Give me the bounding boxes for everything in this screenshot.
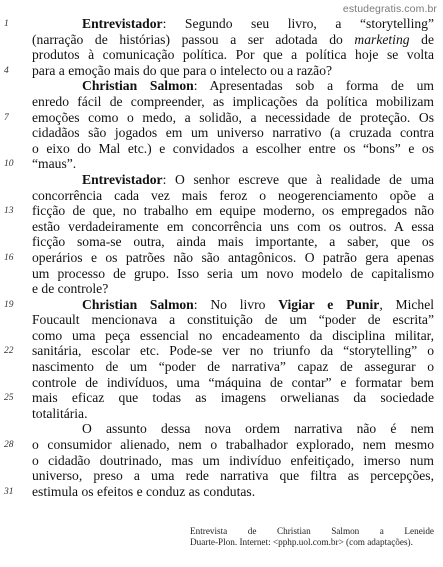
line-number: 28: [4, 440, 14, 451]
text-line: [32, 421, 434, 437]
text-line: [32, 328, 434, 344]
text-line: [4, 483, 434, 500]
line-number: 16: [4, 252, 14, 263]
text-line: [32, 32, 434, 48]
text-segment: e de controle?: [32, 281, 109, 297]
text-line: [4, 343, 434, 359]
text-segment: nascimento de um “poder de narrativa” capaz de assegurar o: [32, 359, 434, 375]
text-segment: cidadãos são jogados em um universo narrativo (a cruzada contra: [32, 125, 434, 141]
text-segment: emoções como o medo, a solidão, a necessidade de proteção. Os: [32, 109, 434, 125]
paragraph: [4, 78, 434, 172]
line-number: 19: [4, 299, 14, 310]
text-line: [4, 62, 434, 79]
text-segment: de: [409, 31, 434, 47]
text-line: [32, 281, 434, 297]
text-segment: sanitária, escolar etc. Pode-se ver no triunfo da “storytelling” o: [32, 343, 434, 359]
text-segment: um processo de grupo. Isso seria um novo modelo de capitalismo: [32, 265, 434, 281]
speaker-label: Entrevistador: [82, 16, 163, 31]
text-line: [32, 219, 434, 235]
text-segment: produtos à comunicação política. Por que a política hoje se volta: [32, 47, 434, 63]
paragraph: [4, 296, 435, 422]
text-segment: concorrência cada vez mais feroz o neogerenciamento opõe a: [32, 187, 434, 203]
source-line-2: Duarte-Plon. Internet: <pphp.uol.com.br> (com adaptações).: [190, 537, 413, 547]
text-line: [32, 125, 434, 141]
text-segment: (narração de histórias) passou a ser adotada do: [32, 31, 355, 47]
text-line: [32, 453, 434, 469]
text-line: [32, 47, 434, 63]
text-line: [4, 109, 434, 126]
text-segment: estimula os efeitos e conduz as condutas.: [32, 483, 256, 499]
text-segment: “maus”.: [32, 156, 77, 172]
text-line: [32, 359, 434, 375]
speaker-label: Entrevistador: [82, 171, 163, 187]
text-segment: ficção de que, no trabalho em equipe moderno, os empregados não: [32, 203, 434, 219]
source-citation: [190, 526, 434, 548]
text-segment: : O senhor escreve que à realidade de uma: [162, 171, 434, 187]
text-line: [32, 172, 434, 188]
text-segment: como uma peça essencial no encadeamento da disciplina militar,: [32, 327, 434, 343]
text-segment: totalitária.: [32, 405, 88, 421]
text-line: [4, 390, 434, 406]
text-line: [32, 188, 434, 204]
text-line: [32, 78, 434, 94]
paragraph: [4, 421, 434, 499]
text-segment: , Michel: [379, 296, 435, 312]
site-watermark: estudegratis.com.br: [342, 3, 437, 15]
text-segment: operários e os patrões não são antagônicos. O patrão gera apenas: [32, 249, 434, 265]
speaker-label: Vigiar e Punir: [278, 296, 380, 312]
text-line: [4, 296, 435, 313]
text-segment: : No livro: [193, 296, 279, 312]
line-number: 31: [4, 486, 14, 497]
line-number: 13: [4, 206, 14, 217]
text-segment: : Segundo seu livro, a “storytelling”: [162, 16, 434, 31]
line-number: 7: [4, 112, 9, 123]
text-segment: o cidadão doutrinado, mas um indivíduo enfeitiçado, imerso num: [32, 452, 434, 468]
text-line: [4, 203, 434, 219]
text-line: [4, 249, 434, 266]
line-number: 10: [4, 159, 14, 170]
text-segment: para a emoção mais do que para o intelecto ou a razão?: [32, 62, 333, 78]
text-line: [32, 312, 434, 328]
text-line: [4, 156, 434, 172]
text-segment: controle de indivíduos, uma “máquina de contar” e formatar bem: [32, 374, 434, 390]
paragraph: [4, 171, 434, 297]
emphasis-text: marketing: [354, 31, 410, 47]
text-line: [32, 141, 434, 157]
text-segment: o eixo do Mal etc.) e convidados a escolher entre os “bons” e os: [32, 140, 434, 156]
text-line: [32, 234, 434, 250]
text-segment: estão verdadeiramente em concorrência uns com os outros. A essa: [32, 218, 434, 234]
line-number: 1: [4, 19, 9, 29]
text-segment: enredo fácil de compreender, as implicações da política mobilizam: [32, 93, 434, 109]
speaker-label: Christian Salmon: [82, 296, 194, 312]
text-segment: Foucault mencionava a constituição de um “poder de escrita”: [32, 312, 434, 328]
source-line-1: Entrevista de Christian Salmon a Leneide: [190, 526, 434, 536]
text-line: [32, 375, 434, 391]
text-line: [32, 406, 434, 422]
interview-text: [4, 16, 435, 499]
text-line: [32, 266, 434, 282]
text-line: [4, 16, 434, 32]
text-segment: : Apresentadas sob a forma de um: [193, 78, 434, 94]
speaker-label: Christian Salmon: [82, 78, 194, 94]
text-line: [4, 437, 434, 453]
line-number: 25: [4, 393, 14, 404]
text-line: [32, 468, 434, 484]
line-number: 22: [4, 346, 14, 357]
text-segment: mais eficaz que todas as imagens orwelianas da sociedade: [32, 390, 434, 406]
text-line: [32, 94, 434, 110]
text-segment: ficção soma-se outra, ainda mais importante, a saber, que os: [32, 234, 434, 250]
text-segment: o consumidor alienado, nem o trabalhador explorado, nem mesmo: [32, 437, 434, 453]
text-segment: O assunto dessa nova ordem narrativa não é nem: [82, 421, 434, 437]
text-segment: universo, preso a uma rede narrativa que filtra as percepções,: [32, 468, 434, 484]
paragraph: [4, 16, 434, 78]
line-number: 4: [4, 65, 9, 76]
